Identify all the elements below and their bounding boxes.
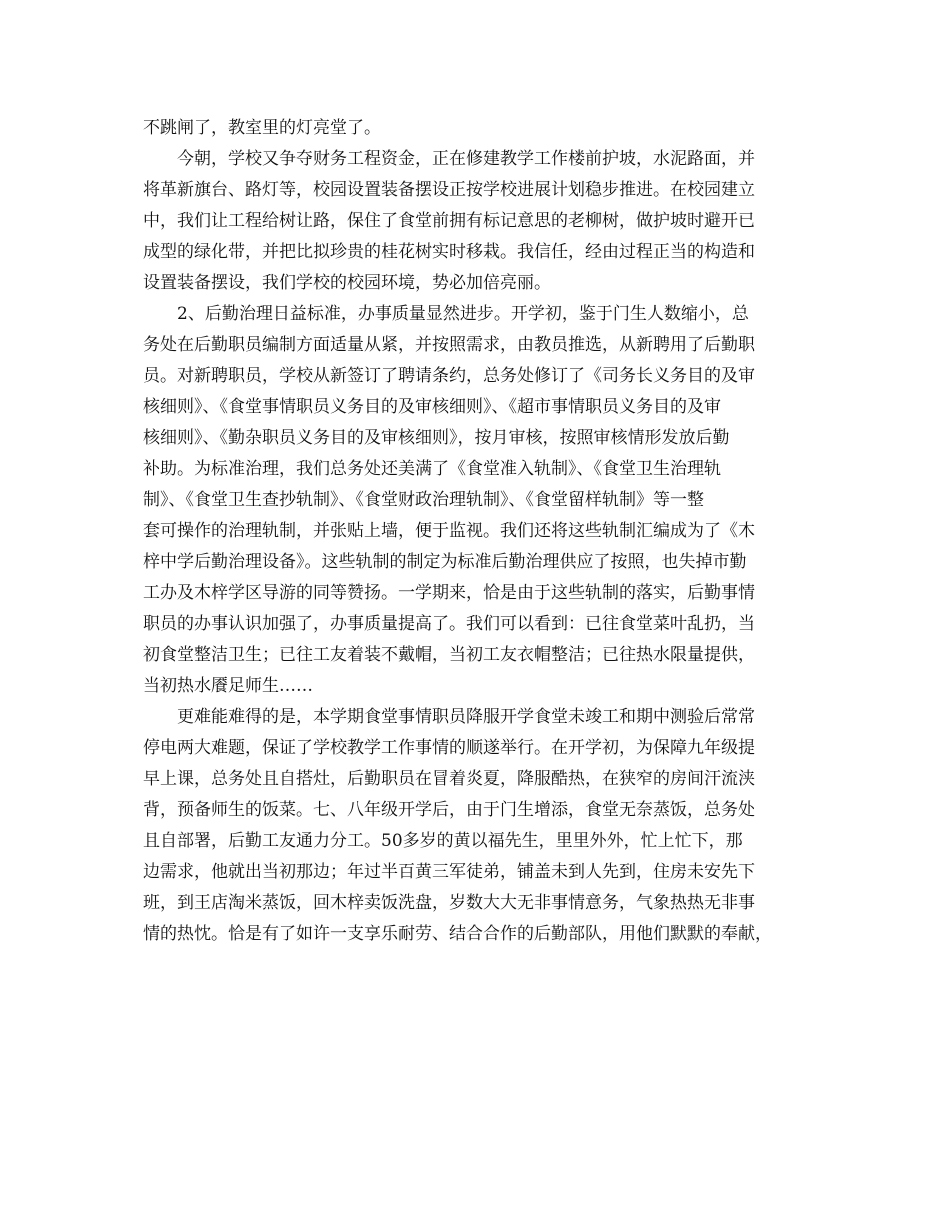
text-line: 情的热忱。恰是有了如许一支享乐耐劳、结合合作的后勤部队，用他们默默的奉献，: [143, 924, 772, 944]
text-line: 员。对新聘职员，学校从新签订了聘请条约，总务处修订了《司务长义务目的及审: [143, 366, 755, 386]
text-line: 梓中学后勤治理设备》。这些轨制的制定为标准后勤治理供应了按照，也失掉市勤: [143, 552, 747, 572]
text-line: 成型的绿化带，并把比拟珍贵的桂花树实时移栽。我信任，经由过程正当的构造和: [143, 242, 755, 262]
text-line: 设置装备摆设，我们学校的校园环境，势必加倍亮丽。: [143, 273, 551, 293]
document-body: [143, 113, 823, 950]
text-line: 且自部署，后勤工友通力分工。50多岁的黄以福先生，里里外外，忙上忙下，那: [143, 831, 743, 851]
text-line: 职员的办事认识加强了，办事质量提高了。我们可以看到：已往食堂菜叶乱扔，当: [143, 614, 755, 634]
text-line: 将革新旗台、路灯等，校园设置装备摆设正按学校进展计划稳步推进。在校园建立: [143, 180, 755, 200]
text-line: 边需求，他就出当初那边；年过半百黄三军徒弟，铺盖未到人先到，住房未安先下: [143, 862, 755, 882]
text-line: 核细则》、《勤杂职员义务目的及审核细则》，按月审核，按照审核情形发放后勤: [143, 428, 730, 448]
text-line: 更难能难得的是，本学期食堂事情职员降服开学食堂未竣工和期中测验后常常: [177, 707, 755, 727]
text-line: 班，到王店淘米蒸饭，回木梓卖饭洗盘，岁数大大无非事情意务，气象热热无非事: [143, 893, 755, 913]
text-line: 中，我们让工程给树让路，保住了食堂前拥有标记意思的老柳树，做护坡时避开已: [143, 211, 755, 231]
text-line: 背，预备师生的饭菜。七、八年级开学后，由于门生增添，食堂无奈蒸饭，总务处: [143, 800, 755, 820]
text-line: 务处在后勤职员编制方面适量从紧，并按照需求，由教员推选，从新聘用了后勤职: [143, 335, 755, 355]
text-line: 核细则》、《食堂事情职员义务目的及审核细则》、《超市事情职员义务目的及审: [143, 397, 721, 417]
text-line: 初食堂整洁卫生；已往工友着装不戴帽，当初工友衣帽整洁；已往热水限量提供，: [143, 645, 755, 665]
text-line: 今朝，学校又争夺财务工程资金，正在修建教学工作楼前护坡，水泥路面，并: [177, 149, 755, 169]
text-line: 工办及木梓学区导游的同等赞扬。一学期来，恰是由于这些轨制的落实，后勤事情: [143, 583, 755, 603]
text-line: 不跳闸了，教室里的灯亮堂了。: [143, 118, 381, 138]
text-line: 停电两大难题，保证了学校教学工作事情的顺遂举行。在开学初，为保障九年级提: [143, 738, 755, 758]
text-line: 当初热水餍足师生……: [143, 676, 313, 696]
text-line: 早上课，总务处且自搭灶，后勤职员在冒着炎夏，降服酷热，在狭窄的房间汗流浃: [143, 769, 755, 789]
text-line: 2、后勤治理日益标准，办事质量显然进步。开学初，鉴于门生人数缩小，总: [177, 304, 749, 324]
text-line: 套可操作的治理轨制，并张贴上墙，便于监视。我们还将这些轨制汇编成为了《木: [143, 521, 755, 541]
text-line: 制》、《食堂卫生查抄轨制》、《食堂财政治理轨制》、《食堂留样轨制》等一整: [143, 490, 704, 510]
text-line: 补助。为标准治理，我们总务处还美满了《食堂准入轨制》、《食堂卫生治理轨: [143, 459, 721, 479]
